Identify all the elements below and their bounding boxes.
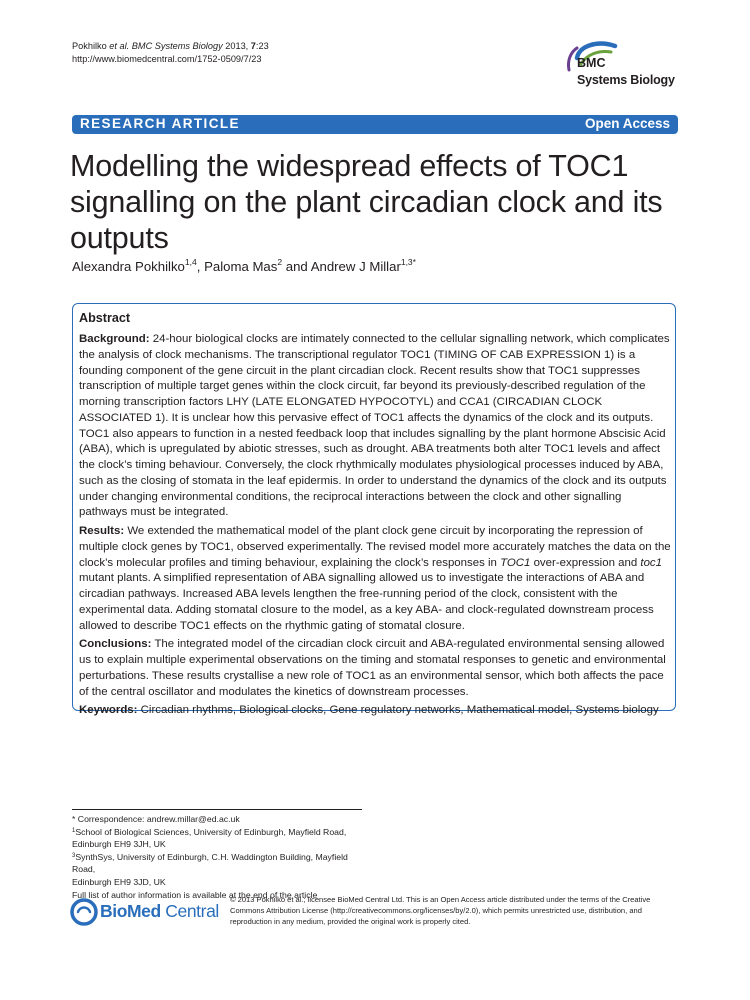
publisher-logo-bio: Bio (100, 901, 127, 921)
results-text: over-expression and (530, 556, 641, 569)
conclusions-label: Conclusions: (79, 638, 152, 651)
affiliation-1-cont: Edinburgh EH9 3JH, UK (72, 839, 166, 850)
background-text: 24-hour biological clocks are intimately connected to the cellular signalling network, which complicates the analysis of clock mechanisms. The transcriptional regulator TOC1 (TIMING OF CAB EXPRESSION 1) is a founding component of the gene circuit in the plant circadian clock. Recent results show that TOC1 suppresses transcription of multiple target genes within the clock circuit, far beyond its previously-described regulation of the morning transcription factors LHY (LATE ELONGATED HYPOCOTYL) and CCA1 (CIRCADIAN CLOCK ASSOCIATED 1). It is unclear how this pervasive effect of TOC1 affects the dynamics of the clock and its outputs. TOC1 also appears to function in a nested feedback loop that includes signalling by the plant hormone Abscisic Acid (ABA), which is upregulated by abiotic stresses, such as drought. ABA treatments both alter TOC1 levels and affect the clock’s timing behaviour. Conversely, the clock rhythmically modulates physiological processes induced by ABA, such as the closing of stomata in the leaf epidermis. In order to understand the dynamics of the clock and its outputs under changing environmental conditions, the reciprocal interactions between the clock and other signalling pathways must be integrated. (79, 333, 670, 519)
publisher-logo-circle-icon (70, 898, 98, 926)
header-volume: 7 (250, 41, 256, 51)
results-italic: toc1 (640, 556, 663, 569)
journal-logo-line1: BMC (577, 56, 606, 70)
conclusions-text: The integrated model of the circadian clock circuit and ABA-regulated environmental sensing allowed us to explain multiple experimental observations on the timing and stomatal responses to genetic and environmental perturbations. These results crystallise a new role of TOC1 as an environmental sensor, which both affects the pace of the central oscillator and modulates the kinetics of downstream processes. (79, 638, 666, 698)
abstract-results (79, 524, 671, 634)
license-text: © 2013 Pokhilko et al.; licensee BioMed Central Ltd. This is an Open Access article distributed under the terms of the Creative Commons Attribution License (http://creativecommons.org/licenses/by/2.0), which permits unrestricted use, distribution, and reproduction in any medium, provided the original work is properly cited. (230, 895, 651, 927)
correspondence-email[interactable]: andrew.millar@ed.ac.uk (146, 814, 240, 824)
footnote-divider (72, 809, 362, 810)
background-label: Background: (79, 333, 150, 345)
header-authors: Pokhilko (72, 41, 107, 51)
article-title: Modelling the widespread effects of TOC1 signalling on the plant circadian clock and its outputs (70, 149, 663, 255)
results-italic: TOC1 (500, 556, 531, 569)
citation-line (72, 40, 269, 53)
abstract-body (79, 332, 671, 722)
affiliation-3 (72, 851, 372, 876)
author-name: Paloma Mas (204, 259, 278, 274)
correspondence-label: * Correspondence: (72, 814, 145, 824)
abstract-conclusions (79, 637, 671, 700)
author-name: Andrew J Millar (310, 259, 401, 274)
affiliation-line: School of Biological Sciences, University of Edinburgh, Mayfield Road, (75, 826, 347, 837)
author-name: Alexandra Pokhilko (72, 259, 185, 274)
keywords-text: Circadian rhythms, Biological clocks, Gene regulatory networks, Mathematical model, Systems biology (140, 704, 659, 717)
author-affiliation-sup: 2 (277, 257, 283, 267)
affiliation-line: SynthSys, University of Edinburgh, C.H. Waddington Building, Mayfield Road, (72, 851, 348, 875)
author-list (72, 259, 416, 274)
abstract-background (79, 332, 671, 521)
article-type-banner (72, 115, 678, 134)
affiliation-sup: 3 (72, 852, 76, 859)
journal-logo (563, 40, 683, 96)
open-access-label: Open Access (584, 116, 670, 131)
results-text: mutant plants. A simplified representation of ABA signalling allowed us to investigate the interactions of ABA and circadian pathways. Increased ABA levels lengthen the free-running period of the clock, consistent with the experimental data. Adding stomatal closure to the model, as a key ABA- and clock-regulated downstream process allowed to describe TOC1 effects on the rhythmic gating of stomatal closure. (79, 572, 654, 632)
publisher-logo-central: Central (160, 901, 219, 921)
footnotes (72, 813, 372, 901)
affiliation-3-cont: Edinburgh EH9 3JD, UK (72, 876, 166, 887)
affiliation-1 (72, 826, 372, 839)
abstract-keywords (79, 703, 671, 719)
author-separator: , (196, 259, 205, 274)
header-url[interactable]: http://www.biomedcentral.com/1752-0509/7/23 (72, 54, 262, 64)
header-article: :23 (255, 41, 269, 51)
author-affiliation-sup: 1,4 (184, 257, 197, 267)
affiliation-sup: 1 (72, 827, 76, 834)
abstract-heading: Abstract (79, 311, 131, 325)
results-text: We extended the mathematical model of the plant clock gene circuit by incorporating the repression of multiple clock genes by TOC1, observed experimentally. The revised model more accurately matches the data on the clock’s molecular profiles and timing behaviour, explaining the clock’s responses in (79, 525, 671, 569)
publisher-logo-med: Med (127, 901, 161, 921)
running-header (72, 40, 269, 66)
author-info-note: Full list of author information is available at the end of the article (72, 889, 318, 900)
correspondence (72, 813, 372, 826)
results-label: Results: (79, 525, 125, 537)
header-journal: BMC Systems Biology (131, 41, 223, 51)
author-separator: and (282, 259, 311, 274)
header-year: 2013, (225, 41, 249, 51)
journal-logo-line2: Systems Biology (577, 73, 675, 87)
article-type-label: RESEARCH ARTICLE (80, 116, 240, 131)
keywords-label: Keywords: (79, 704, 138, 717)
publisher-logo-text (100, 901, 219, 922)
header-et-al: et al. (109, 41, 130, 51)
publisher-logo (70, 896, 220, 930)
author-affiliation-sup: 1,3* (400, 257, 416, 267)
